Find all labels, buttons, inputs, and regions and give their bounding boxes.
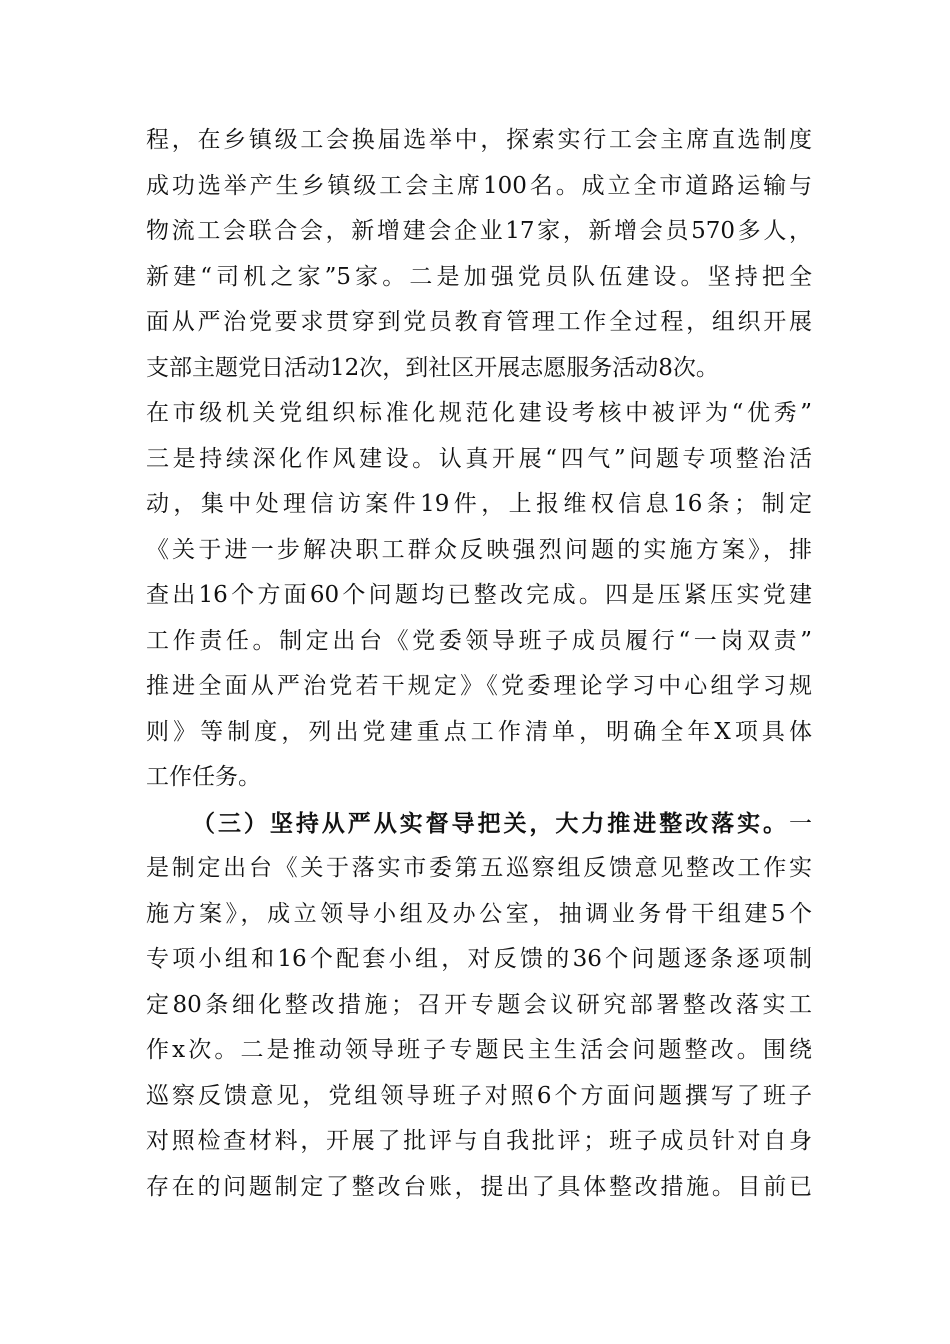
section-heading: （三）坚持从严从实督导把关，大力推进整改落实。 xyxy=(192,809,789,837)
text-line: 面从严治党要求贯穿到党员教育管理工作全过程，组织开展 xyxy=(146,309,812,335)
text-line: 成功选举产生乡镇级工会主席100名。成立全市道路运输与 xyxy=(146,172,812,199)
text-line: 程，在乡镇级工会换届选举中，探索实行工会主席直选制度 xyxy=(146,127,812,153)
text-line: 新建“司机之家”5家。二是加强党员队伍建设。坚持把全 xyxy=(146,263,812,290)
text-line: 工作任务。 xyxy=(146,764,261,790)
text-line: 物流工会联合会，新增建会企业17家，新增会员570多人， xyxy=(146,218,812,244)
text-line: 推进全面从严治党若干规定》《党委理论学习中心组学习规 xyxy=(146,673,812,699)
text-line: 则》等制度，列出党建重点工作清单，明确全年X项具体 xyxy=(146,718,812,745)
paragraph-rectification xyxy=(146,801,812,1211)
text-line: 在市级机关党组织标准化规范化建设考核中被评为“优秀” xyxy=(146,400,812,426)
text-line: 查出16个方面60个问题均已整改完成。四是压紧压实党建 xyxy=(146,582,812,608)
document-page xyxy=(146,118,812,1210)
text-line: 支部主题党日活动12次，到社区开展志愿服务活动8次。 xyxy=(146,354,719,381)
text-line: 对照检查材料，开展了批评与自我批评；班子成员针对自身 xyxy=(146,1128,812,1154)
text-line: 作x次。二是推动领导班子专题民主生活会问题整改。围绕 xyxy=(146,1037,812,1063)
text-line: 是制定出台《关于落实市委第五巡察组反馈意见整改工作实 xyxy=(146,855,812,881)
text-line: 专项小组和16个配套小组，对反馈的36个问题逐条逐项制 xyxy=(146,946,812,972)
text-line: 动，集中处理信访案件19件，上报维权信息16条；制定 xyxy=(146,491,812,517)
heading-continuation: 一 xyxy=(789,810,812,837)
text-line: 巡察反馈意见，党组领导班子对照6个方面问题撰写了班子 xyxy=(146,1082,812,1109)
paragraph-party-building xyxy=(146,118,812,801)
text-line xyxy=(146,801,812,847)
text-line: 施方案》，成立领导小组及办公室，抽调业务骨干组建5个 xyxy=(146,900,812,927)
text-line: 存在的问题制定了整改台账，提出了具体整改措施。目前已 xyxy=(146,1173,812,1200)
text-line: 工作责任。制定出台《党委领导班子成员履行“一岗双责” xyxy=(146,627,812,654)
text-line: 《关于进一步解决职工群众反映强烈问题的实施方案》，排 xyxy=(146,536,812,563)
text-line: 定80条细化整改措施；召开专题会议研究部署整改落实工 xyxy=(146,991,812,1018)
text-line: 三是持续深化作风建设。认真开展“四气”问题专项整治活 xyxy=(146,445,812,472)
